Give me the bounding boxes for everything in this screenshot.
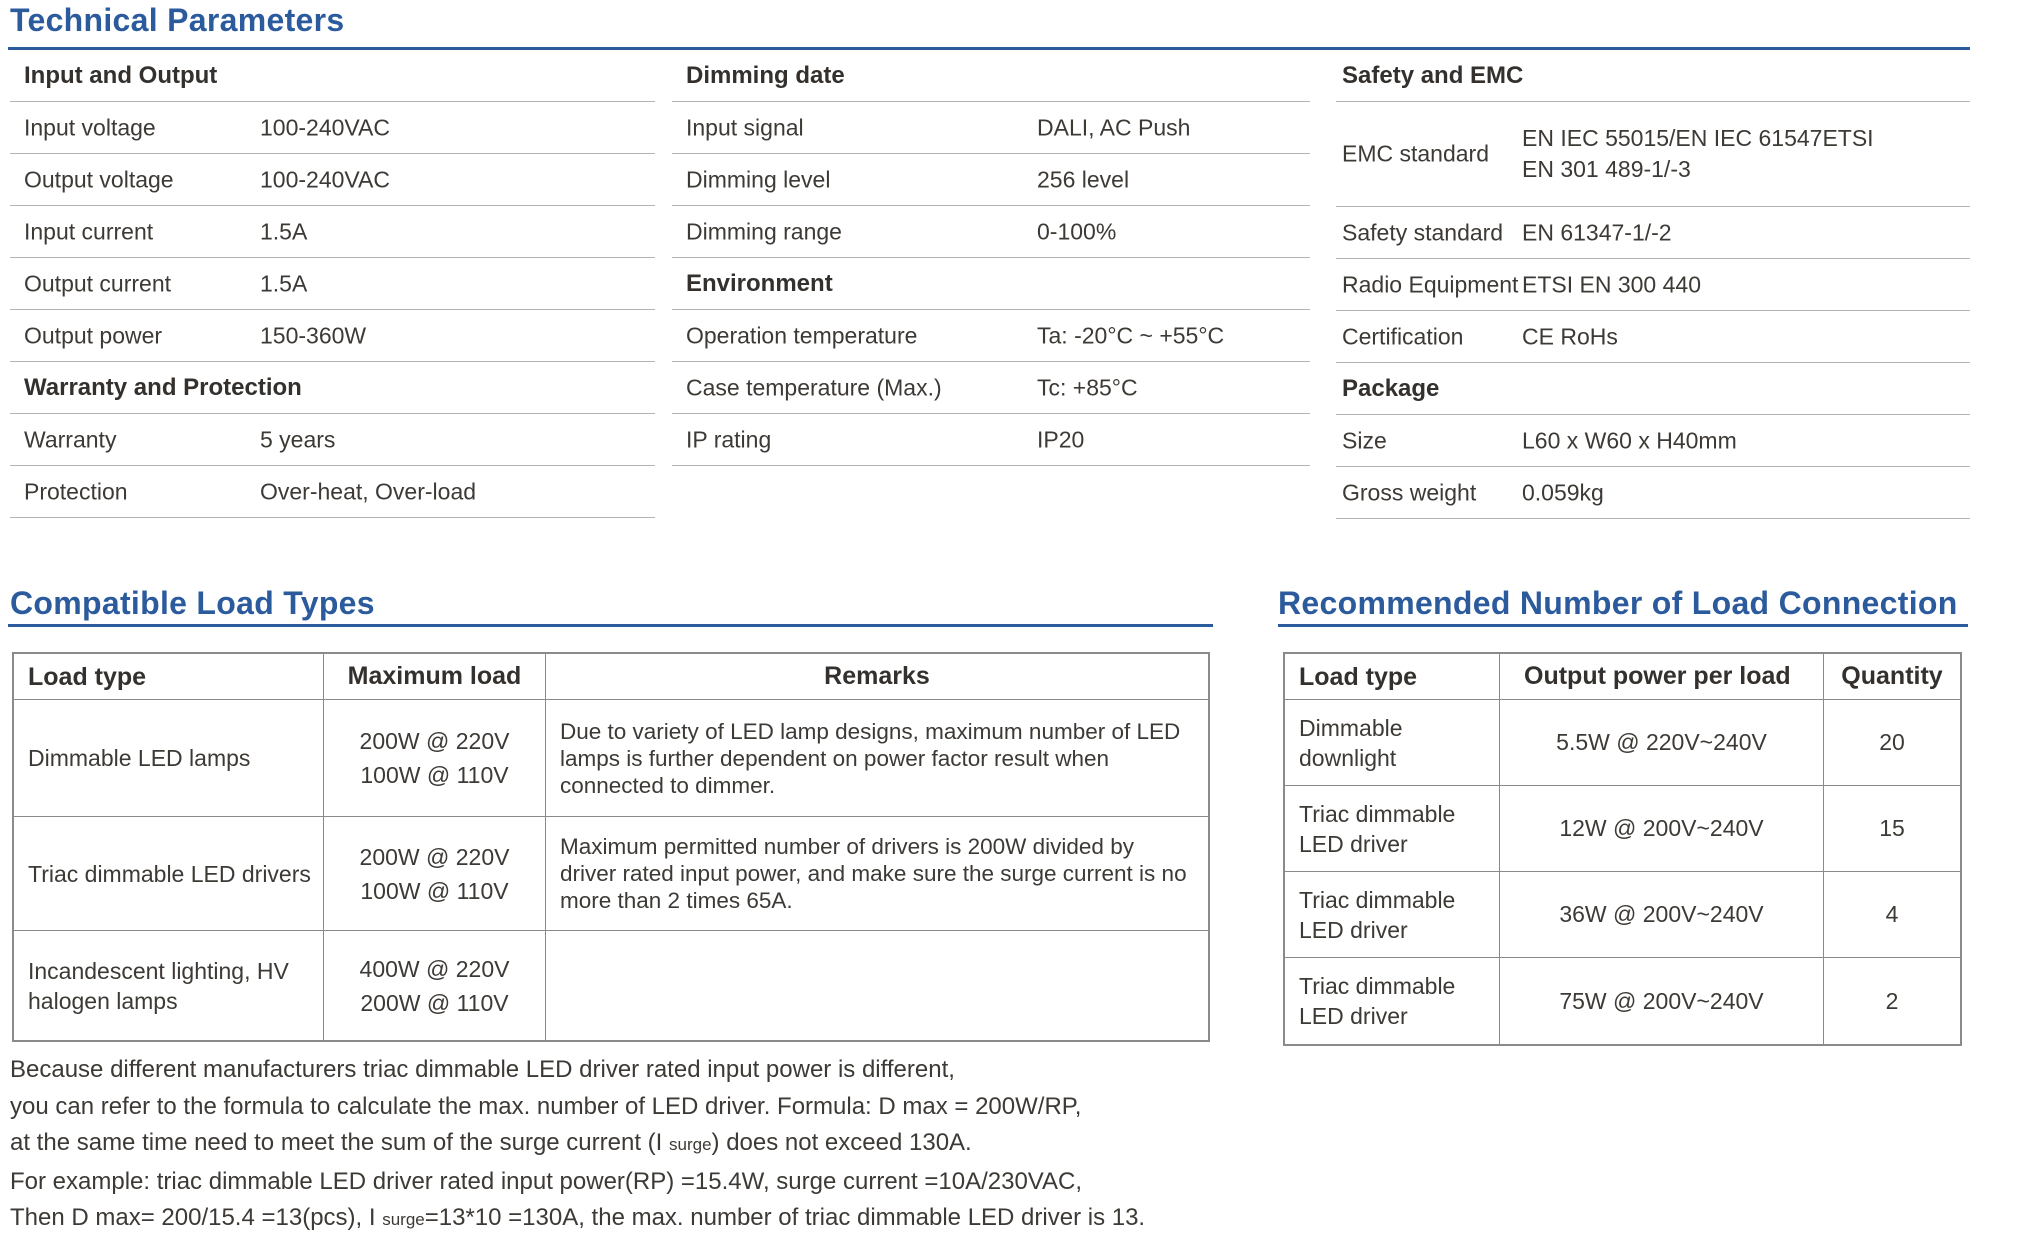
spec-row <box>672 362 1310 414</box>
compatible-title-rule <box>8 624 1213 627</box>
footnote-line-5-tail: =13*10 =130A, the max. number of triac dimmable LED driver is 13. <box>424 1204 1146 1231</box>
spec-row <box>10 258 655 310</box>
spec-label: Output power <box>24 322 163 348</box>
spec-row <box>672 414 1310 466</box>
maximum-load-cell <box>324 931 546 1040</box>
spec-value: CE RoHs <box>1522 323 1618 349</box>
spec-label: Input signal <box>686 114 804 140</box>
spec-label: Radio Equipment <box>1342 271 1519 297</box>
section-title-dimming: Dimming date <box>686 61 845 89</box>
load-type-cell: Triac dimmable LED driver <box>1285 958 1500 1044</box>
spec-value: 100-240VAC <box>260 114 390 140</box>
max-load-line1: 200W @ 220V <box>359 728 510 754</box>
remarks-cell: Due to variety of LED lamp designs, maximum number of LED lamps is further dependent on power factor result when connected to dimmer. <box>560 718 1181 798</box>
spec-value: 0-100% <box>1037 218 1117 244</box>
spec-column-input-output <box>10 50 655 518</box>
spec-value: Tc: +85°C <box>1037 374 1138 400</box>
compatible-load-types-table <box>12 652 1210 1042</box>
section-title-environment: Environment <box>686 269 833 297</box>
spec-section-row <box>1336 50 1970 102</box>
output-power-cell: 75W @ 200V~240V <box>1500 958 1824 1044</box>
spec-row <box>1336 207 1970 259</box>
spec-value: DALI, AC Push <box>1037 114 1191 140</box>
spec-value: ETSI EN 300 440 <box>1522 271 1701 297</box>
footnote-line-5-text: Then D max= 200/15.4 =13(pcs), I <box>10 1204 376 1231</box>
recommended-load-connection-title: Recommended Number of Load Connection <box>1278 585 1958 621</box>
spec-value: 5 years <box>260 426 336 452</box>
spec-row <box>672 206 1310 258</box>
spec-row <box>1336 415 1970 467</box>
output-power-cell: 5.5W @ 220V~240V <box>1500 700 1824 785</box>
load-type-cell: Triac dimmable LED driver <box>1285 872 1500 957</box>
spec-section-row <box>10 50 655 102</box>
column-header-output-power: Output power per load <box>1500 654 1824 699</box>
spec-row <box>1336 259 1970 311</box>
spec-value: 1.5A <box>260 218 308 244</box>
spec-section-row <box>672 258 1310 310</box>
spec-label: Warranty <box>24 426 117 452</box>
spec-row <box>10 102 655 154</box>
quantity-cell: 15 <box>1879 815 1905 841</box>
maximum-load-cell <box>324 700 546 816</box>
spec-section-row <box>672 50 1310 102</box>
remarks-cell <box>546 931 1208 1040</box>
spec-value: L60 x W60 x H40mm <box>1522 427 1737 453</box>
output-power-cell: 12W @ 200V~240V <box>1500 786 1824 871</box>
maximum-load-cell <box>324 817 546 930</box>
compatible-load-types-title: Compatible Load Types <box>10 585 375 621</box>
table-row <box>1285 958 1960 1044</box>
spec-row <box>1336 311 1970 363</box>
spec-value: Over-heat, Over-load <box>260 478 477 504</box>
load-type-cell: Dimmable downlight <box>1285 700 1500 785</box>
footnote-line-1: Because different manufacturers triac dimmable LED driver rated input power is different, <box>10 1056 955 1083</box>
spec-row <box>1336 102 1970 207</box>
footnote-line-3-tail: ) does not exceed 130A. <box>711 1129 972 1156</box>
spec-value: 150-360W <box>260 322 367 348</box>
section-title-safety-emc: Safety and EMC <box>1342 61 1524 89</box>
footnote-line-5 <box>10 1200 1610 1239</box>
footnote-line-4: For example: triac dimmable LED driver rated input power(RP) =15.4W, surge current =10A/230VAC, <box>10 1167 1083 1195</box>
spec-label: IP rating <box>686 426 772 452</box>
footnote-line-3-text: at the same time need to meet the sum of the surge current (I <box>10 1129 663 1156</box>
column-header-remarks: Remarks <box>824 662 930 690</box>
spec-row <box>1336 467 1970 519</box>
remarks-cell: Maximum permitted number of drivers is 200W divided by driver rated input power, and make sure the surge current is no more than 2 times 65A. <box>560 834 1187 913</box>
output-power-cell: 36W @ 200V~240V <box>1500 872 1824 957</box>
spec-label: Dimming level <box>686 166 831 192</box>
load-type-cell: Dimmable LED lamps <box>14 700 324 816</box>
spec-label: Dimming range <box>686 218 842 244</box>
spec-value: IP20 <box>1037 426 1085 452</box>
table-row <box>14 817 1208 931</box>
technical-parameters-title: Technical Parameters <box>10 2 345 38</box>
quantity-cell: 20 <box>1879 729 1905 755</box>
spec-value: 256 level <box>1037 166 1130 192</box>
spec-row <box>672 102 1310 154</box>
spec-label: Input voltage <box>24 114 156 140</box>
spec-row <box>10 414 655 466</box>
max-load-line1: 400W @ 220V <box>359 955 510 982</box>
spec-value-line2: EN 301 489-1/-3 <box>1522 156 1691 182</box>
spec-value: 1.5A <box>260 270 308 296</box>
spec-label: Output current <box>24 270 172 296</box>
table-row <box>14 700 1208 817</box>
section-title-warranty-protection: Warranty and Protection <box>24 373 302 401</box>
spec-label: Operation temperature <box>686 322 918 348</box>
column-header-maximum-load: Maximum load <box>324 654 546 699</box>
footnote <box>10 1052 1610 1239</box>
section-title-package: Package <box>1342 374 1440 402</box>
table-row <box>14 931 1208 1040</box>
spec-row <box>672 154 1310 206</box>
spec-section-row <box>1336 363 1970 415</box>
spec-column-safety-package <box>1336 50 1970 519</box>
spec-label: Size <box>1342 427 1387 453</box>
spec-row <box>10 466 655 518</box>
column-header-load-type: Load type <box>14 654 324 699</box>
table-row <box>1285 872 1960 958</box>
spec-label: Output voltage <box>24 166 174 192</box>
spec-label: Case temperature (Max.) <box>686 374 942 400</box>
footnote-line-2: you can refer to the formula to calculate the max. number of LED driver. Formula: D max = 200W/RP, <box>10 1092 1082 1120</box>
max-load-line2: 100W @ 110V <box>360 877 509 904</box>
spec-value: Ta: -20°C ~ +55°C <box>1037 322 1225 348</box>
table-header-row <box>1285 654 1960 700</box>
table-row <box>1285 786 1960 872</box>
spec-value <box>1522 123 1874 185</box>
spec-value: 100-240VAC <box>260 166 390 192</box>
spec-row <box>10 206 655 258</box>
spec-row <box>10 154 655 206</box>
spec-label: EMC standard <box>1342 140 1490 167</box>
spec-label: Safety standard <box>1342 219 1504 245</box>
spec-value: EN 61347-1/-2 <box>1522 219 1672 245</box>
column-header-quantity: Quantity <box>1841 662 1943 690</box>
footnote-surge-subscript: surge <box>382 1210 425 1229</box>
max-load-line1: 200W @ 220V <box>359 843 510 870</box>
spec-label: Gross weight <box>1342 479 1477 505</box>
max-load-line2: 100W @ 110V <box>360 762 509 788</box>
spec-value: 0.059kg <box>1522 479 1604 505</box>
spec-section-row <box>10 362 655 414</box>
table-header-row <box>14 654 1208 700</box>
load-type-cell: Triac dimmable LED driver <box>1285 786 1500 871</box>
quantity-cell: 2 <box>1885 987 1899 1014</box>
spec-row <box>10 310 655 362</box>
spec-label: Certification <box>1342 323 1464 349</box>
column-header-load-type: Load type <box>1285 654 1500 699</box>
section-title-input-output: Input and Output <box>24 61 218 89</box>
recommended-load-connection-table <box>1283 652 1962 1046</box>
spec-label: Protection <box>24 478 128 504</box>
max-load-line2: 200W @ 110V <box>360 989 509 1016</box>
spec-column-dimming-environment <box>672 50 1310 466</box>
load-type-cell: Triac dimmable LED drivers <box>14 817 324 930</box>
spec-label: Input current <box>24 218 154 244</box>
quantity-cell: 4 <box>1885 901 1899 927</box>
spec-row <box>672 310 1310 362</box>
recommended-title-rule <box>1278 624 1968 627</box>
spec-value-line1: EN IEC 55015/EN IEC 61547ETSI <box>1522 125 1874 151</box>
load-type-cell: Incandescent lighting, HV halogen lamps <box>14 931 324 1040</box>
table-row <box>1285 700 1960 786</box>
footnote-surge-subscript: surge <box>669 1135 712 1154</box>
footnote-line-3 <box>10 1125 1610 1164</box>
